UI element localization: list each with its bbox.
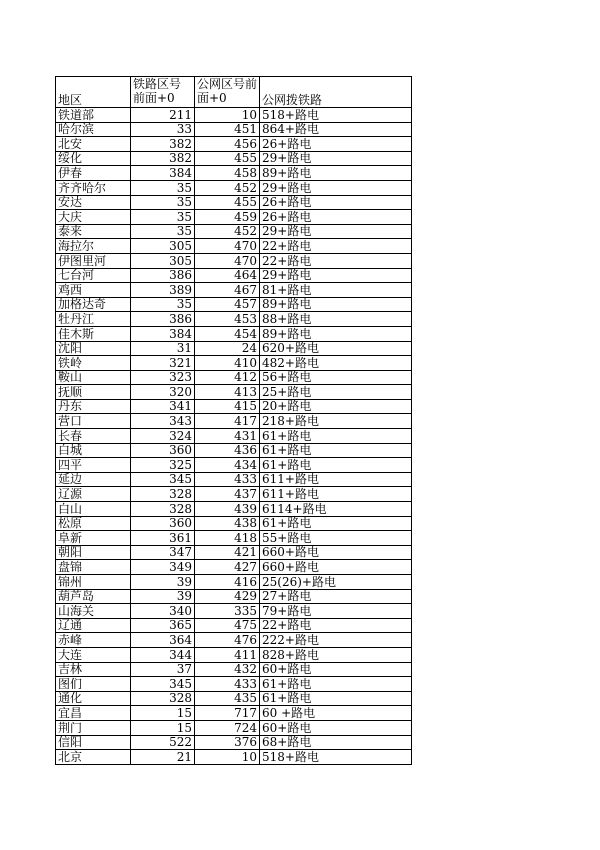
region-cell: 白城	[56, 443, 131, 458]
public-code-cell: 431	[195, 429, 260, 444]
region-cell: 鞍山	[56, 370, 131, 385]
table-row	[56, 662, 412, 677]
table-row	[56, 385, 412, 400]
public-dial-cell: 660+路电	[260, 545, 412, 560]
table-row	[56, 429, 412, 444]
public-dial-cell: 79+路电	[260, 604, 412, 619]
public-dial-cell: 518+路电	[260, 108, 412, 123]
table-row	[56, 443, 412, 458]
public-code-cell: 433	[195, 472, 260, 487]
public-code-cell: 416	[195, 575, 260, 590]
region-cell: 北京	[56, 750, 131, 765]
public-code-cell: 470	[195, 253, 260, 268]
public-dial-cell: 89+路电	[260, 166, 412, 181]
public-code-cell: 455	[195, 195, 260, 210]
region-cell: 牡丹江	[56, 312, 131, 327]
rail-code-cell: 345	[131, 677, 195, 692]
rail-code-cell: 360	[131, 516, 195, 531]
public-dial-cell: 25+路电	[260, 385, 412, 400]
rail-code-cell: 15	[131, 720, 195, 735]
public-dial-cell: 29+路电	[260, 151, 412, 166]
table-row	[56, 604, 412, 619]
table-row	[56, 151, 412, 166]
rail-code-cell: 345	[131, 472, 195, 487]
rail-code-cell: 324	[131, 429, 195, 444]
public-code-cell: 724	[195, 720, 260, 735]
rail-code-cell: 305	[131, 253, 195, 268]
region-cell: 图们	[56, 677, 131, 692]
area-code-table	[55, 76, 412, 765]
public-code-cell: 452	[195, 224, 260, 239]
public-code-cell: 412	[195, 370, 260, 385]
public-code-cell: 10	[195, 750, 260, 765]
region-cell: 辽通	[56, 618, 131, 633]
rail-code-cell: 21	[131, 750, 195, 765]
public-code-cell: 457	[195, 297, 260, 312]
table-row	[56, 122, 412, 137]
public-code-cell: 459	[195, 210, 260, 225]
region-cell: 齐齐哈尔	[56, 180, 131, 195]
table-row	[56, 166, 412, 181]
table-row	[56, 268, 412, 283]
region-cell: 辽源	[56, 487, 131, 502]
rail-code-cell: 37	[131, 662, 195, 677]
table-row	[56, 589, 412, 604]
public-code-cell: 470	[195, 239, 260, 254]
rail-code-cell: 39	[131, 575, 195, 590]
public-code-cell: 464	[195, 268, 260, 283]
rail-code-cell: 340	[131, 604, 195, 619]
table-row	[56, 399, 412, 414]
region-cell: 山海关	[56, 604, 131, 619]
public-dial-cell: 29+路电	[260, 180, 412, 195]
rail-code-cell: 35	[131, 180, 195, 195]
region-cell: 大庆	[56, 210, 131, 225]
table-row	[56, 560, 412, 575]
rail-code-cell: 382	[131, 137, 195, 152]
rail-code-cell: 35	[131, 210, 195, 225]
public-dial-cell: 61+路电	[260, 516, 412, 531]
region-cell: 葫芦岛	[56, 589, 131, 604]
public-code-cell: 452	[195, 180, 260, 195]
public-dial-cell: 6114+路电	[260, 502, 412, 517]
public-code-cell: 411	[195, 647, 260, 662]
public-code-cell: 433	[195, 677, 260, 692]
table-row	[56, 356, 412, 371]
public-dial-cell: 611+路电	[260, 472, 412, 487]
region-cell: 绥化	[56, 151, 131, 166]
rail-code-cell: 35	[131, 297, 195, 312]
rail-code-cell: 341	[131, 399, 195, 414]
table-row	[56, 691, 412, 706]
public-dial-cell: 61+路电	[260, 677, 412, 692]
table-row	[56, 239, 412, 254]
table-row	[56, 531, 412, 546]
region-cell: 伊图里河	[56, 253, 131, 268]
public-code-cell: 415	[195, 399, 260, 414]
public-dial-cell: 620+路电	[260, 341, 412, 356]
public-dial-cell: 20+路电	[260, 399, 412, 414]
public-dial-cell: 222+路电	[260, 633, 412, 648]
public-code-cell: 434	[195, 458, 260, 473]
region-cell: 锦州	[56, 575, 131, 590]
public-code-cell: 432	[195, 662, 260, 677]
public-dial-cell: 611+路电	[260, 487, 412, 502]
region-cell: 四平	[56, 458, 131, 473]
public-code-cell: 435	[195, 691, 260, 706]
region-cell: 通化	[56, 691, 131, 706]
table-row	[56, 545, 412, 560]
region-cell: 盘锦	[56, 560, 131, 575]
rail-code-cell: 328	[131, 487, 195, 502]
public-dial-cell: 89+路电	[260, 326, 412, 341]
rail-code-cell: 211	[131, 108, 195, 123]
public-code-cell: 427	[195, 560, 260, 575]
rail-code-cell: 386	[131, 268, 195, 283]
region-cell: 铁岭	[56, 356, 131, 371]
rail-code-cell: 386	[131, 312, 195, 327]
public-code-cell: 335	[195, 604, 260, 619]
table-row	[56, 706, 412, 721]
public-dial-cell: 22+路电	[260, 253, 412, 268]
table-row	[56, 633, 412, 648]
table-row	[56, 137, 412, 152]
public-dial-cell: 88+路电	[260, 312, 412, 327]
spreadsheet	[55, 76, 412, 765]
public-dial-cell: 26+路电	[260, 195, 412, 210]
public-code-cell: 436	[195, 443, 260, 458]
rail-code-cell: 325	[131, 458, 195, 473]
rail-code-cell: 522	[131, 735, 195, 750]
region-cell: 长春	[56, 429, 131, 444]
rail-code-cell: 343	[131, 414, 195, 429]
public-dial-cell: 68+路电	[260, 735, 412, 750]
public-code-cell: 418	[195, 531, 260, 546]
public-code-cell: 439	[195, 502, 260, 517]
table-row	[56, 487, 412, 502]
table-row	[56, 458, 412, 473]
table-row	[56, 370, 412, 385]
table-row	[56, 326, 412, 341]
rail-code-cell: 349	[131, 560, 195, 575]
public-code-cell: 376	[195, 735, 260, 750]
rail-code-cell: 382	[131, 151, 195, 166]
table-row	[56, 297, 412, 312]
rail-code-cell: 31	[131, 341, 195, 356]
table-row	[56, 312, 412, 327]
table-row	[56, 210, 412, 225]
table-row	[56, 414, 412, 429]
public-dial-cell: 60+路电	[260, 720, 412, 735]
public-dial-cell: 60 +路电	[260, 706, 412, 721]
public-code-cell: 456	[195, 137, 260, 152]
table-row	[56, 750, 412, 765]
public-code-cell: 10	[195, 108, 260, 123]
table-row	[56, 283, 412, 298]
public-dial-cell: 25(26)+路电	[260, 575, 412, 590]
rail-code-cell: 35	[131, 224, 195, 239]
region-cell: 伊春	[56, 166, 131, 181]
public-dial-cell: 61+路电	[260, 691, 412, 706]
table-row	[56, 108, 412, 123]
rail-code-cell: 320	[131, 385, 195, 400]
rail-code-cell: 364	[131, 633, 195, 648]
region-cell: 赤峰	[56, 633, 131, 648]
region-cell: 沈阳	[56, 341, 131, 356]
public-dial-cell: 55+路电	[260, 531, 412, 546]
public-dial-cell: 218+路电	[260, 414, 412, 429]
public-dial-cell: 864+路电	[260, 122, 412, 137]
rail-code-cell: 305	[131, 239, 195, 254]
table-row	[56, 735, 412, 750]
public-dial-cell: 89+路电	[260, 297, 412, 312]
public-dial-cell: 828+路电	[260, 647, 412, 662]
public-code-cell: 458	[195, 166, 260, 181]
public-code-cell: 455	[195, 151, 260, 166]
table-row	[56, 341, 412, 356]
public-code-cell: 429	[195, 589, 260, 604]
region-cell: 鸡西	[56, 283, 131, 298]
table-row	[56, 472, 412, 487]
public-dial-cell: 518+路电	[260, 750, 412, 765]
region-cell: 泰来	[56, 224, 131, 239]
public-code-cell: 410	[195, 356, 260, 371]
table-row	[56, 195, 412, 210]
region-cell: 安达	[56, 195, 131, 210]
rail-code-cell: 347	[131, 545, 195, 560]
public-code-cell: 476	[195, 633, 260, 648]
public-dial-cell: 26+路电	[260, 137, 412, 152]
public-dial-cell: 29+路电	[260, 268, 412, 283]
table-row	[56, 575, 412, 590]
region-cell: 佳木斯	[56, 326, 131, 341]
rail-code-cell: 33	[131, 122, 195, 137]
region-cell: 朝阳	[56, 545, 131, 560]
public-dial-cell: 61+路电	[260, 443, 412, 458]
rail-code-cell: 15	[131, 706, 195, 721]
region-cell: 北安	[56, 137, 131, 152]
header-rail-code: 铁路区号前面+0	[131, 77, 195, 108]
region-cell: 铁道部	[56, 108, 131, 123]
public-code-cell: 413	[195, 385, 260, 400]
region-cell: 吉林	[56, 662, 131, 677]
rail-code-cell: 344	[131, 647, 195, 662]
header-region: 地区	[56, 77, 131, 108]
region-cell: 松原	[56, 516, 131, 531]
region-cell: 信阳	[56, 735, 131, 750]
public-code-cell: 717	[195, 706, 260, 721]
region-cell: 营口	[56, 414, 131, 429]
table-row	[56, 516, 412, 531]
rail-code-cell: 384	[131, 326, 195, 341]
public-code-cell: 421	[195, 545, 260, 560]
region-cell: 白山	[56, 502, 131, 517]
public-dial-cell: 29+路电	[260, 224, 412, 239]
table-row	[56, 502, 412, 517]
table-row	[56, 677, 412, 692]
public-dial-cell: 22+路电	[260, 618, 412, 633]
region-cell: 宜昌	[56, 706, 131, 721]
public-code-cell: 24	[195, 341, 260, 356]
public-dial-cell: 60+路电	[260, 662, 412, 677]
public-dial-cell: 27+路电	[260, 589, 412, 604]
public-dial-cell: 660+路电	[260, 560, 412, 575]
rail-code-cell: 360	[131, 443, 195, 458]
public-dial-cell: 61+路电	[260, 429, 412, 444]
public-code-cell: 453	[195, 312, 260, 327]
rail-code-cell: 39	[131, 589, 195, 604]
rail-code-cell: 389	[131, 283, 195, 298]
public-dial-cell: 61+路电	[260, 458, 412, 473]
region-cell: 海拉尔	[56, 239, 131, 254]
table-row	[56, 224, 412, 239]
rail-code-cell: 328	[131, 691, 195, 706]
public-code-cell: 438	[195, 516, 260, 531]
rail-code-cell: 35	[131, 195, 195, 210]
public-dial-cell: 81+路电	[260, 283, 412, 298]
region-cell: 延边	[56, 472, 131, 487]
region-cell: 加格达奇	[56, 297, 131, 312]
rail-code-cell: 361	[131, 531, 195, 546]
table-row	[56, 253, 412, 268]
region-cell: 抚顺	[56, 385, 131, 400]
public-dial-cell: 26+路电	[260, 210, 412, 225]
region-cell: 荆门	[56, 720, 131, 735]
rail-code-cell: 321	[131, 356, 195, 371]
rail-code-cell: 365	[131, 618, 195, 633]
header-public-code: 公网区号前面+0	[195, 77, 260, 108]
table-row	[56, 180, 412, 195]
public-dial-cell: 56+路电	[260, 370, 412, 385]
rail-code-cell: 384	[131, 166, 195, 181]
public-code-cell: 417	[195, 414, 260, 429]
rail-code-cell: 323	[131, 370, 195, 385]
public-dial-cell: 482+路电	[260, 356, 412, 371]
region-cell: 阜新	[56, 531, 131, 546]
header-row	[56, 77, 412, 108]
table-row	[56, 618, 412, 633]
region-cell: 大连	[56, 647, 131, 662]
table-row	[56, 720, 412, 735]
region-cell: 丹东	[56, 399, 131, 414]
region-cell: 七台河	[56, 268, 131, 283]
public-code-cell: 475	[195, 618, 260, 633]
public-code-cell: 437	[195, 487, 260, 502]
public-dial-cell: 22+路电	[260, 239, 412, 254]
rail-code-cell: 328	[131, 502, 195, 517]
region-cell: 哈尔滨	[56, 122, 131, 137]
table-row	[56, 647, 412, 662]
public-code-cell: 454	[195, 326, 260, 341]
public-code-cell: 467	[195, 283, 260, 298]
header-public-dial-rail: 公网拨铁路	[260, 77, 412, 108]
public-code-cell: 451	[195, 122, 260, 137]
